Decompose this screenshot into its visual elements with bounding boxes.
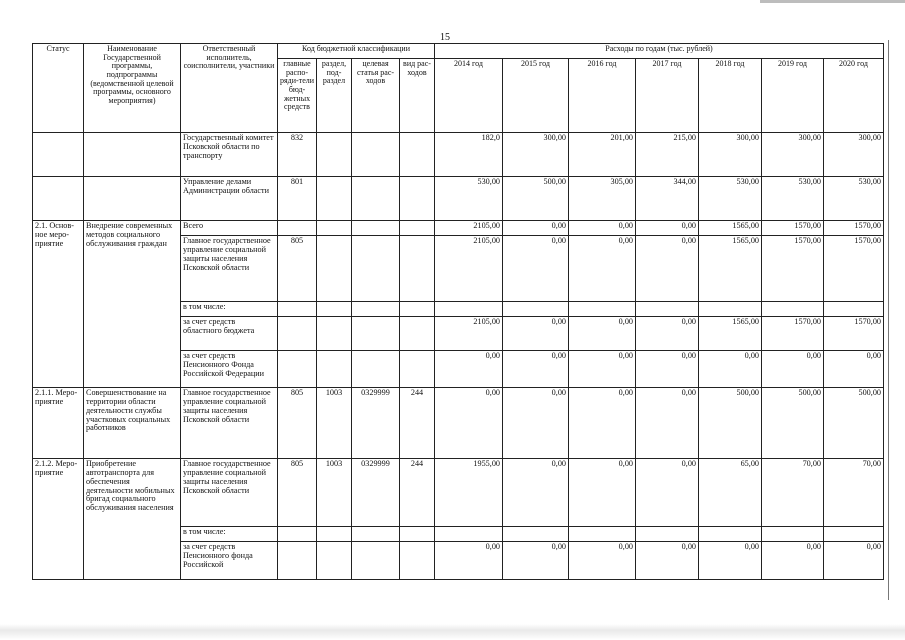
row-value: 530,00: [699, 177, 762, 221]
row-value: 1565,00: [699, 236, 762, 302]
row-value: 0,00: [503, 542, 569, 580]
header-year: 2016 год: [569, 59, 636, 133]
table-row: [33, 459, 884, 527]
row-code-target: [352, 351, 400, 388]
page-number: 15: [440, 32, 450, 43]
row-value: 0,00: [824, 542, 884, 580]
row-value: 0,00: [569, 542, 636, 580]
row-value: 2105,00: [435, 236, 503, 302]
row-executor: в том числе:: [181, 302, 278, 317]
row-code-target: [352, 317, 400, 351]
row-value: 0,00: [435, 388, 503, 459]
row-value: 0,00: [435, 542, 503, 580]
row-value: 344,00: [636, 177, 699, 221]
row-name: [84, 177, 181, 221]
row-value: 0,00: [503, 459, 569, 527]
row-code-type: [400, 177, 435, 221]
row-executor: за счет средств Пенсионного Фонда Российской Федерации: [181, 351, 278, 388]
row-code-section: [317, 317, 352, 351]
row-value: 530,00: [435, 177, 503, 221]
row-value: [699, 527, 762, 542]
header-year: 2020 год: [824, 59, 884, 133]
row-name: [84, 133, 181, 177]
budget-table: [32, 43, 884, 580]
row-value: 0,00: [762, 542, 824, 580]
row-executor: Главное государственное управление социальной защиты населения Псковской области: [181, 236, 278, 302]
row-value: 0,00: [636, 351, 699, 388]
row-name: Внедрение современных методов социального обслуживания граждан: [84, 221, 181, 388]
row-name: Совершенствование на территории области деятельности службы участковых социальных работников: [84, 388, 181, 459]
row-value: 500,00: [824, 388, 884, 459]
row-value: 0,00: [762, 351, 824, 388]
row-code-type: [400, 317, 435, 351]
row-value: 500,00: [762, 388, 824, 459]
row-value: 0,00: [503, 351, 569, 388]
row-value: 0,00: [503, 388, 569, 459]
row-status: 2.1. Основ-ное меро-приятие: [33, 221, 84, 388]
row-executor: за счет средств Пенсионного фонда Российской: [181, 542, 278, 580]
row-value: 70,00: [762, 459, 824, 527]
row-value: 305,00: [569, 177, 636, 221]
row-value: [824, 302, 884, 317]
row-code-target: [352, 542, 400, 580]
header-year: 2015 год: [503, 59, 569, 133]
row-value: 0,00: [636, 459, 699, 527]
row-value: 0,00: [824, 351, 884, 388]
row-value: 0,00: [569, 317, 636, 351]
row-value: 215,00: [636, 133, 699, 177]
scan-artifact-bottom: [0, 624, 905, 640]
row-value: [636, 302, 699, 317]
row-code-target: [352, 527, 400, 542]
row-executor: в том числе:: [181, 527, 278, 542]
row-code-section: [317, 236, 352, 302]
row-code-section: [317, 527, 352, 542]
row-code-type: [400, 236, 435, 302]
row-value: 0,00: [636, 388, 699, 459]
row-value: 0,00: [636, 236, 699, 302]
row-value: 0,00: [503, 317, 569, 351]
header-code-section: раздел, под-раздел: [317, 59, 352, 133]
row-value: [435, 302, 503, 317]
row-code-grbs: [278, 351, 317, 388]
row-code-grbs: [278, 542, 317, 580]
row-status: 2.1.2. Меро-приятие: [33, 459, 84, 580]
row-code-type: 244: [400, 388, 435, 459]
row-value: [569, 527, 636, 542]
row-code-section: [317, 177, 352, 221]
row-status: [33, 133, 84, 177]
row-code-section: 1003: [317, 388, 352, 459]
row-value: 0,00: [503, 221, 569, 236]
row-value: 300,00: [824, 133, 884, 177]
header-year: 2018 год: [699, 59, 762, 133]
row-status: [33, 177, 84, 221]
row-value: 0,00: [503, 236, 569, 302]
row-executor: за счет средств областного бюджета: [181, 317, 278, 351]
row-value: [762, 302, 824, 317]
row-status: 2.1.1. Меро-приятие: [33, 388, 84, 459]
table-body: [33, 133, 884, 580]
row-value: 201,00: [569, 133, 636, 177]
row-value: [503, 527, 569, 542]
table-row: [33, 221, 884, 236]
row-code-type: [400, 542, 435, 580]
header-expenses: Расходы по годам (тыс. рублей): [435, 44, 884, 59]
header-code-type: вид рас-ходов: [400, 59, 435, 133]
row-value: 0,00: [636, 221, 699, 236]
row-value: 1570,00: [824, 221, 884, 236]
row-value: [503, 302, 569, 317]
row-value: 530,00: [762, 177, 824, 221]
table-row: [33, 133, 884, 177]
row-executor: Главное государственное управление социальной защиты населения Псковской области: [181, 459, 278, 527]
row-code-target: 0329999: [352, 459, 400, 527]
row-code-grbs: [278, 302, 317, 317]
row-value: 1955,00: [435, 459, 503, 527]
row-value: 1570,00: [824, 317, 884, 351]
header-status: Статус: [33, 44, 84, 133]
header-executor: Ответственный исполнитель, соисполнители, участники: [181, 44, 278, 133]
row-value: 1565,00: [699, 317, 762, 351]
table-row: [33, 177, 884, 221]
header-year: 2014 год: [435, 59, 503, 133]
row-code-type: [400, 221, 435, 236]
row-name: Приобретение автотранспорта для обеспечения деятельности мобильных бригад социального обслуживания населения: [84, 459, 181, 580]
row-code-type: [400, 351, 435, 388]
row-value: [636, 527, 699, 542]
header-year: 2019 год: [762, 59, 824, 133]
row-value: 0,00: [699, 351, 762, 388]
row-value: 300,00: [762, 133, 824, 177]
row-code-section: [317, 221, 352, 236]
row-value: [762, 527, 824, 542]
table-header: [33, 44, 884, 133]
row-value: 2105,00: [435, 317, 503, 351]
row-value: 0,00: [435, 351, 503, 388]
row-code-type: [400, 133, 435, 177]
row-code-section: 1003: [317, 459, 352, 527]
row-value: 500,00: [699, 388, 762, 459]
row-value: 2105,00: [435, 221, 503, 236]
row-value: 1570,00: [762, 236, 824, 302]
row-value: 500,00: [503, 177, 569, 221]
row-value: 182,0: [435, 133, 503, 177]
row-value: [824, 527, 884, 542]
row-code-section: [317, 542, 352, 580]
row-value: 0,00: [569, 351, 636, 388]
row-code-grbs: 805: [278, 459, 317, 527]
row-value: 300,00: [699, 133, 762, 177]
row-value: 300,00: [503, 133, 569, 177]
row-code-target: [352, 236, 400, 302]
scan-artifact-top: [760, 0, 905, 3]
row-value: 0,00: [699, 542, 762, 580]
row-value: 0,00: [569, 221, 636, 236]
header-code-target: целевая статья рас-ходов: [352, 59, 400, 133]
row-executor: Всего: [181, 221, 278, 236]
row-value: 65,00: [699, 459, 762, 527]
row-code-grbs: 832: [278, 133, 317, 177]
row-value: 1570,00: [762, 317, 824, 351]
row-code-section: [317, 351, 352, 388]
row-executor: Управление делами Администрации области: [181, 177, 278, 221]
scan-edge-line: [888, 40, 889, 600]
row-code-grbs: 801: [278, 177, 317, 221]
row-value: 70,00: [824, 459, 884, 527]
row-code-target: [352, 302, 400, 317]
header-program-name: Наименование Государственной программы, подпрограммы (ведомственной целевой программы, основного мероприятия): [84, 44, 181, 133]
row-value: 0,00: [569, 388, 636, 459]
row-code-grbs: [278, 221, 317, 236]
row-value: 0,00: [569, 459, 636, 527]
header-year: 2017 год: [636, 59, 699, 133]
row-value: 530,00: [824, 177, 884, 221]
table-row: [33, 388, 884, 459]
row-code-type: [400, 527, 435, 542]
row-code-section: [317, 133, 352, 177]
row-value: [435, 527, 503, 542]
row-value: [569, 302, 636, 317]
row-executor: Государственный комитет Псковской области по транспорту: [181, 133, 278, 177]
row-value: 1565,00: [699, 221, 762, 236]
row-code-target: [352, 177, 400, 221]
row-code-type: [400, 302, 435, 317]
row-value: 0,00: [636, 542, 699, 580]
row-executor: Главное государственное управление социальной защиты населения Псковской области: [181, 388, 278, 459]
header-budget-code: Код бюджетной классификации: [278, 44, 435, 59]
row-code-grbs: [278, 527, 317, 542]
row-value: 1570,00: [824, 236, 884, 302]
row-code-grbs: 805: [278, 236, 317, 302]
row-value: 1570,00: [762, 221, 824, 236]
row-code-target: [352, 221, 400, 236]
row-value: 0,00: [636, 317, 699, 351]
header-code-grbs: главные распо-ряди-тели бюд-жетных средств: [278, 59, 317, 133]
row-code-target: 0329999: [352, 388, 400, 459]
row-value: [699, 302, 762, 317]
row-value: 0,00: [569, 236, 636, 302]
row-code-target: [352, 133, 400, 177]
row-code-type: 244: [400, 459, 435, 527]
row-code-grbs: [278, 317, 317, 351]
row-code-grbs: 805: [278, 388, 317, 459]
row-code-section: [317, 302, 352, 317]
